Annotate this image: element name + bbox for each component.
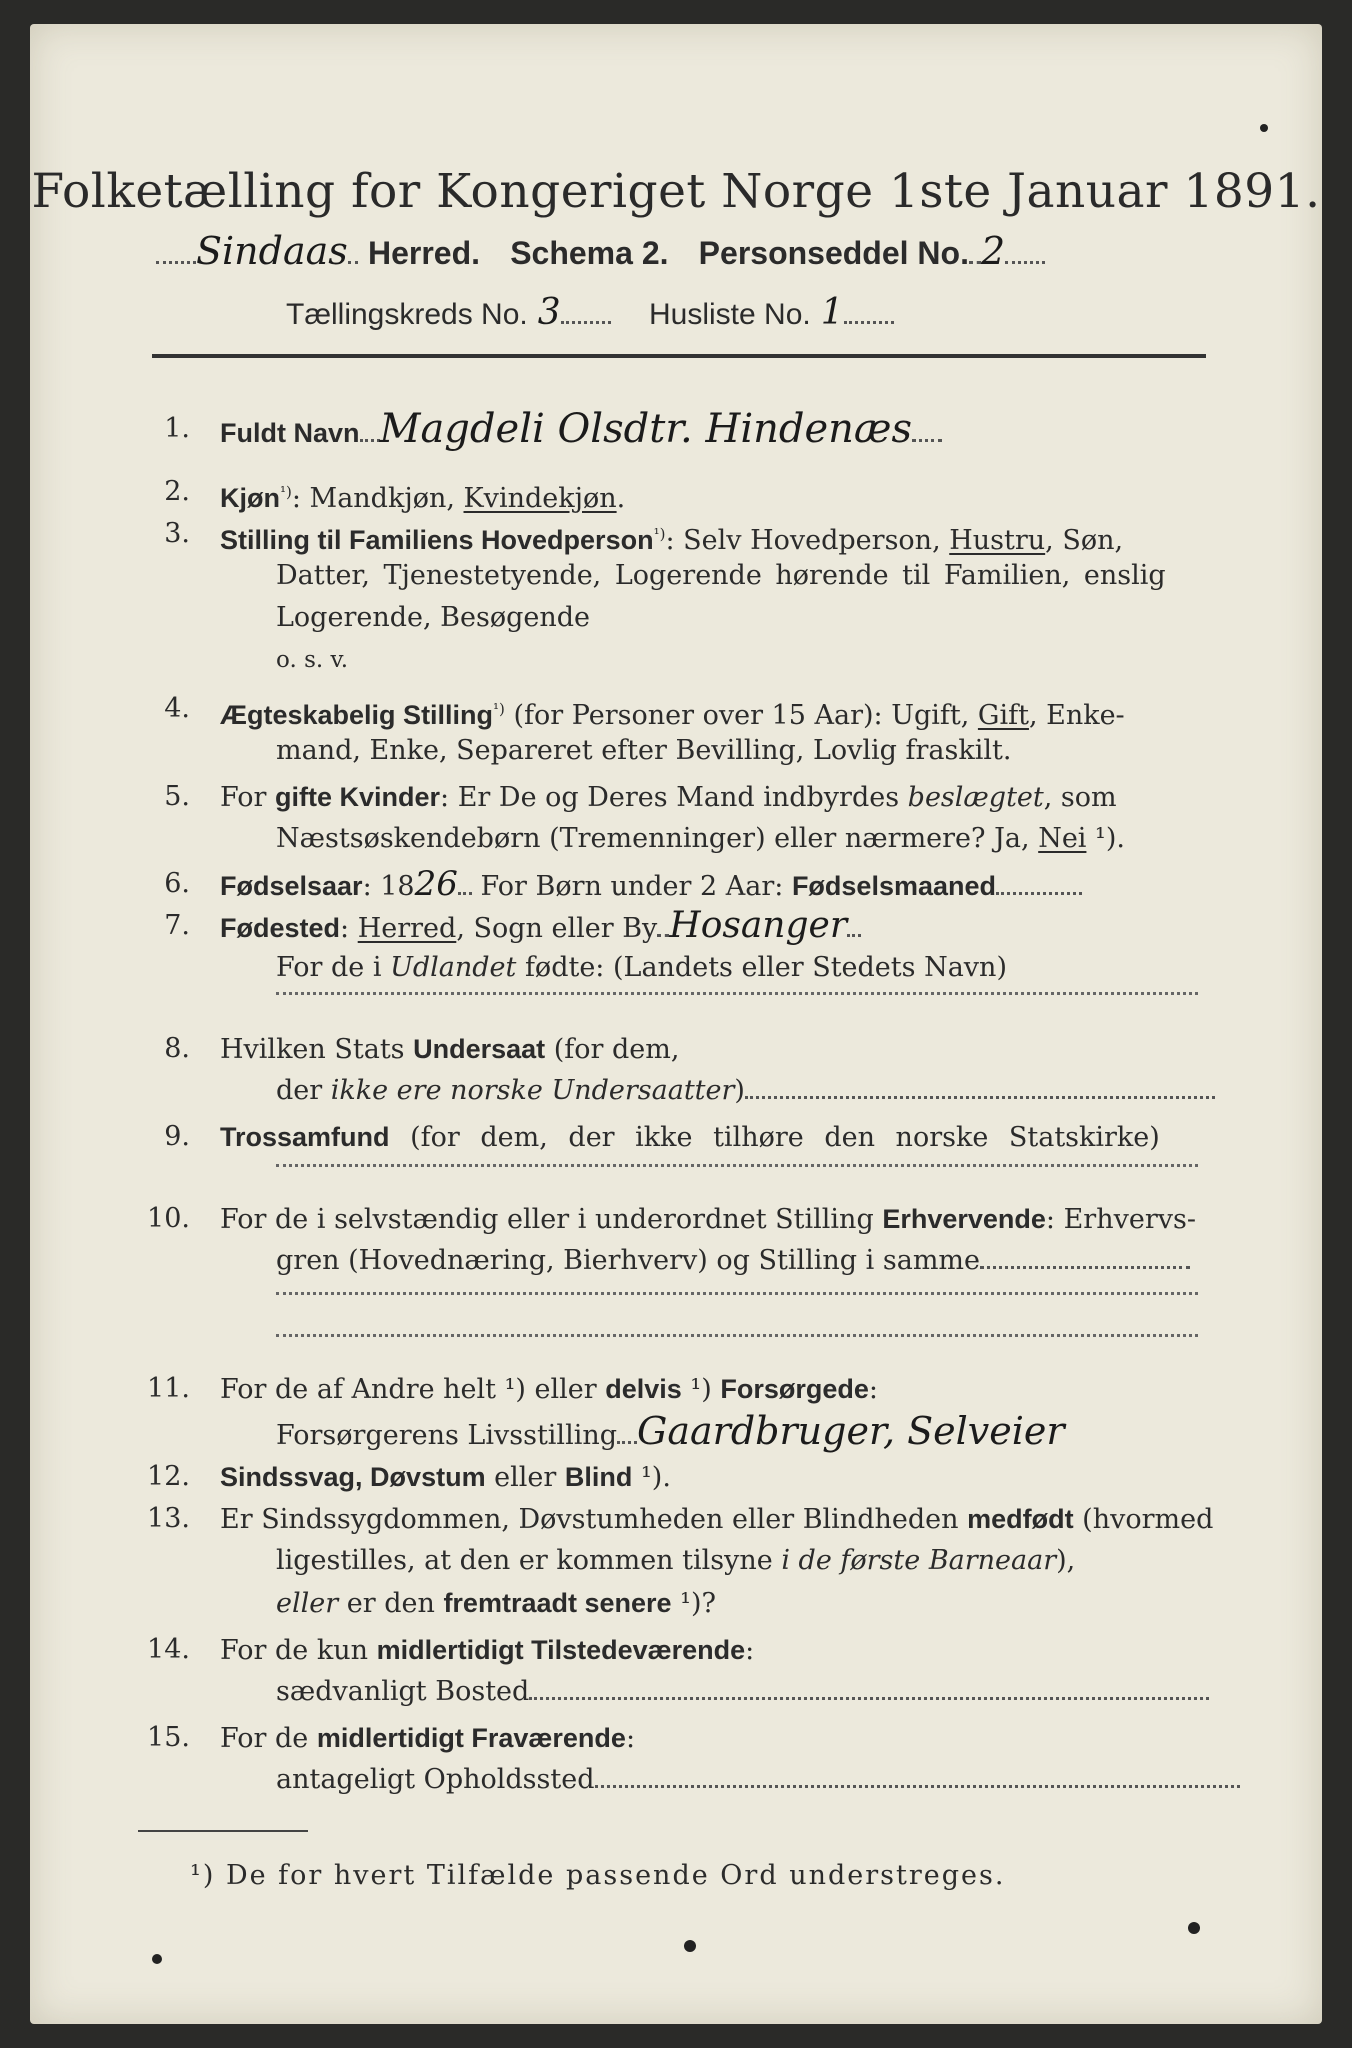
- q1-name-value: Magdeli Olsdtr. Hindenæs: [379, 406, 913, 452]
- q15-number: 15.: [147, 1722, 190, 1753]
- q7-text-mid: , Sogn eller By: [456, 913, 658, 944]
- q6-year-value: 26: [414, 864, 458, 904]
- q5-italic: beslægtet: [907, 782, 1044, 813]
- q4-underlined: Gift: [977, 700, 1029, 731]
- q9-blank-line: [276, 1164, 1198, 1167]
- q8-italic: ikke ere norske Undersaatter: [330, 1075, 735, 1106]
- q11-line2: [276, 1411, 1065, 1456]
- q10-number: 10.: [147, 1203, 190, 1234]
- q11-line2-text: Forsørgerens Livsstilling: [276, 1420, 618, 1451]
- q8-text-end: (for dem,: [545, 1034, 680, 1065]
- q1-label: Fuldt Navn: [220, 418, 360, 448]
- q13-label2: fremtraadt senere: [443, 1588, 672, 1618]
- q12-text: eller: [485, 1462, 565, 1493]
- header-rule: [152, 354, 1206, 358]
- q11-text-mid: ¹): [681, 1374, 721, 1405]
- q8-line2-text: der: [276, 1075, 331, 1106]
- q7-birthplace-value: Hosanger: [669, 905, 848, 946]
- q13-text: Er Sindssygdommen, Døvstumheden eller Blindheden: [220, 1504, 968, 1535]
- q13-number: 13.: [147, 1503, 190, 1534]
- q10-blank-line-1: [276, 1292, 1198, 1295]
- q11-text: For de af Andre helt ¹) eller: [220, 1374, 606, 1405]
- q5-line2-text: Næstsøskendebørn (Tremenninger) eller nærmere? Ja,: [276, 823, 1039, 854]
- q14-number: 14.: [147, 1634, 190, 1665]
- kreds-line: [286, 292, 894, 333]
- q7-line2: [276, 948, 1007, 988]
- q6-text-mid: For Børn under 2 Aar:: [471, 871, 792, 902]
- q11-text-end: :: [868, 1374, 878, 1405]
- q2-text-end: .: [616, 483, 626, 514]
- q8-line2: [276, 1071, 1215, 1111]
- q5-number: 5.: [164, 781, 190, 812]
- q4-line2: mand, Enke, Separeret efter Bevilling, Lovlig fraskilt.: [276, 735, 1012, 766]
- q7-italic: Udlandet: [390, 952, 517, 983]
- taellingskreds-value: 3: [537, 292, 561, 333]
- q3-line4: o. s. v.: [276, 647, 349, 673]
- q6-text: : 18: [362, 871, 415, 902]
- q3-underlined: Hustru: [949, 525, 1046, 556]
- footnote-rule: [138, 1830, 308, 1832]
- q7-line2-end: fødte: (Landets eller Stedets Navn): [516, 952, 1007, 983]
- q15-text-end: :: [625, 1723, 636, 1754]
- q7-blank-line: [276, 992, 1198, 995]
- q11-label: Forsørgede: [720, 1374, 869, 1404]
- footnote: ¹) De for hvert Tilfælde passende Ord understreges.: [190, 1860, 1006, 1891]
- q12-text-end: ¹).: [632, 1462, 671, 1493]
- herred-line: [156, 229, 1045, 273]
- q10-label: Erhvervende: [882, 1204, 1046, 1234]
- q3-line3: Logerende, Besøgende: [276, 602, 590, 633]
- q4-text-end: , Enke-: [1028, 700, 1125, 731]
- q2-sup: ¹): [280, 483, 292, 501]
- q14-line2-text: sædvanligt Bosted: [276, 1676, 530, 1707]
- q7-text: :: [340, 913, 358, 944]
- q7-underlined: Herred: [357, 913, 457, 944]
- q13-line3: [276, 1583, 716, 1624]
- q10-text: For de i selvstændig eller i underordnet Stilling: [220, 1204, 883, 1235]
- q7-number: 7.: [164, 910, 190, 941]
- q7-line2-text: For de i: [276, 952, 391, 983]
- q12-label2: Blind: [564, 1462, 633, 1492]
- q4-sup: ¹): [493, 700, 505, 718]
- personseddel-label: Personseddel No.: [698, 235, 969, 271]
- q5-line2-end: ¹).: [1086, 823, 1125, 854]
- q15-label: midlertidigt Fraværende: [316, 1723, 626, 1753]
- q5-underlined: Nei: [1038, 823, 1087, 854]
- q13-line3-italic: eller: [276, 1588, 339, 1619]
- q2-underlined: Kvindekjøn: [463, 483, 617, 514]
- q3-line2: Datter, Tjenestetyende, Logerende hørende til Familien, enslig: [276, 560, 1166, 591]
- q9-text: (for dem, der ikke tilhøre den norske Statskirke): [389, 1122, 1160, 1153]
- ink-speck: [152, 1954, 162, 1964]
- q4-number: 4.: [164, 693, 190, 724]
- q4-text: (for Personer over 15 Aar): Ugift,: [504, 700, 978, 731]
- q5-text-end: , som: [1043, 782, 1117, 813]
- q8-line2-end: ): [734, 1075, 745, 1106]
- q1-number: 1.: [164, 413, 190, 444]
- q13-label: medfødt: [967, 1504, 1074, 1534]
- q10-text-end: : Erhvervs-: [1045, 1204, 1196, 1235]
- q13-text-end: (hvormed: [1073, 1504, 1214, 1535]
- q10-line2: [276, 1241, 1190, 1281]
- q6-label2: Fødselsmaaned: [791, 871, 997, 901]
- q14-text: For de kun: [220, 1635, 377, 1666]
- q11-provider-value: Gaardbruger, Selveier: [637, 1409, 1065, 1453]
- q14-text-end: :: [745, 1635, 755, 1666]
- q5-text: For: [220, 782, 276, 813]
- q14-line2: [276, 1672, 1209, 1712]
- q11-number: 11.: [147, 1373, 190, 1404]
- q15-text: For de: [220, 1723, 317, 1754]
- census-form-page: [30, 24, 1322, 2024]
- husliste-label: Husliste No.: [649, 298, 811, 331]
- q5-text-mid: : Er De og Deres Mand indbyrdes: [440, 782, 908, 813]
- q2-number: 2.: [164, 476, 190, 507]
- herred-label: Herred.: [367, 235, 481, 271]
- q2-label: Kjøn: [220, 483, 280, 513]
- q13-line2-end: ),: [1056, 1545, 1076, 1576]
- q2-text: : Mandkjøn,: [291, 483, 464, 514]
- form-title: Folketælling for Kongeriget Norge 1ste Januar 1891.: [31, 164, 1321, 219]
- q8-label: Undersaat: [413, 1034, 546, 1064]
- q7-label: Fødested: [220, 913, 341, 943]
- q3-text: : Selv Hovedperson,: [665, 525, 950, 556]
- q13-line2: [276, 1541, 1075, 1581]
- q4-label: Ægteskabelig Stilling: [220, 700, 494, 730]
- q15-line2: [276, 1760, 1240, 1800]
- q5-line2: [276, 819, 1125, 859]
- q6-label: Fødselsaar: [220, 871, 363, 901]
- taellingskreds-label: Tællingskreds No.: [286, 298, 528, 331]
- q12-label: Sindssvag, Døvstum: [220, 1462, 486, 1492]
- q9-label: Trossamfund: [220, 1122, 390, 1152]
- q11-label-delvis: delvis: [605, 1374, 682, 1404]
- husliste-value: 1: [820, 292, 844, 333]
- q10-line2-text: gren (Hovednæring, Bierhverv) og Stilling i samme: [276, 1245, 981, 1276]
- ink-speck: [684, 1940, 696, 1952]
- q9-number: 9.: [164, 1121, 190, 1152]
- ink-speck: [1188, 1922, 1200, 1934]
- herred-value: Sindaas: [196, 229, 348, 273]
- q13-line3-text: er den: [338, 1588, 444, 1619]
- q13-line2-text: ligestilles, at den er kommen tilsyne: [276, 1545, 782, 1576]
- q3-number: 3.: [164, 518, 190, 549]
- q13-line3-end: ¹)?: [671, 1588, 716, 1619]
- ink-speck: [1260, 124, 1268, 132]
- q13-italic: i de første Barneaar: [781, 1545, 1057, 1576]
- q14-label: midlertidigt Tilstedeværende: [376, 1635, 746, 1665]
- schema-label: Schema 2.: [510, 235, 669, 271]
- q3-label: Stilling til Familiens Hovedperson: [220, 525, 654, 555]
- personseddel-value: 2: [980, 229, 1006, 273]
- q10-blank-line-2: [276, 1334, 1198, 1337]
- q6-number: 6.: [164, 868, 190, 899]
- q12-number: 12.: [147, 1461, 190, 1492]
- q8-number: 8.: [164, 1033, 190, 1064]
- q3-text-end: , Søn,: [1045, 525, 1124, 556]
- q15-line2-text: antageligt Opholdssted: [276, 1764, 595, 1795]
- q5-label: gifte Kvinder: [275, 782, 441, 812]
- q3-sup: ¹): [653, 525, 666, 543]
- q8-text: Hvilken Stats: [220, 1034, 414, 1065]
